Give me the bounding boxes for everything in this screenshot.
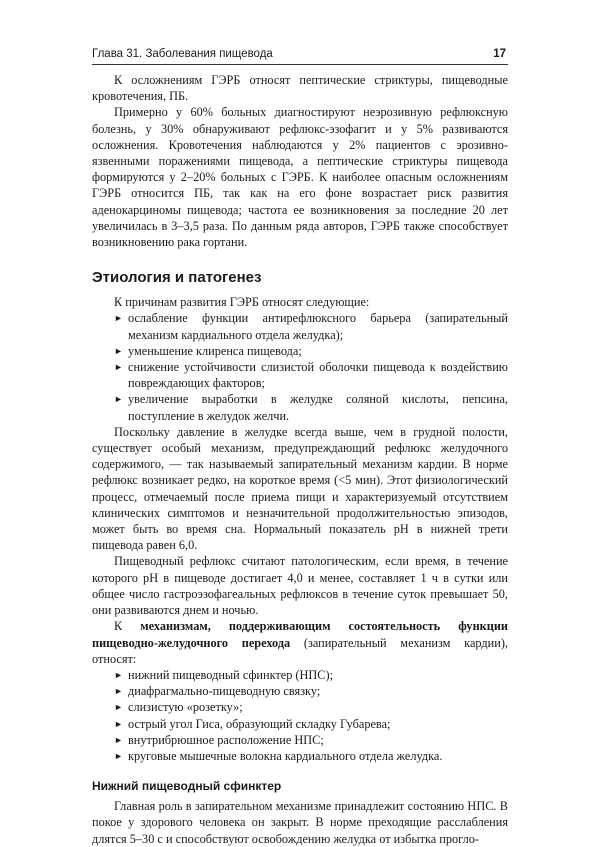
text-run: К <box>114 619 141 634</box>
bold-text-run: механизмам, поддерживающим состоятельность функции пищеводно-желудочного перехода <box>92 619 508 650</box>
list-item <box>114 359 508 391</box>
causes-list <box>92 310 508 423</box>
list-item <box>114 699 508 715</box>
paragraph: Примерно у 60% больных диагностируют неэрозивную рефлюксную болезнь, у 30% обнаруживают рефлюкс-эзофагит и у 5% развиваются осложнения. Кровотечения наблюдаются у 2% пациентов с эрозивно-язвенными поражениями пищевода, а пептические стриктуры пищевода формируются у 2–20% больных с ГЭРБ. К наиболее опасным осложнениям ГЭРБ относится ПБ, так как на его фоне возрастает риск развития аденокарциномы пищевода; частота ее возникновения за последние 20 лет увеличилась в 3–3,5 раза. По данным ряда авторов, ГЭРБ также способствует возникновению рака гортани. <box>92 105 508 250</box>
list-item <box>114 343 508 359</box>
bullet-icon: ► <box>114 718 123 729</box>
bullet-icon: ► <box>114 702 123 713</box>
bullet-icon: ► <box>114 750 123 761</box>
header-divider <box>92 64 508 65</box>
bullet-icon: ► <box>114 313 123 324</box>
list-item-text: острый угол Гиса, образующий складку Губарева; <box>128 716 391 731</box>
section-heading-etiology: Этиология и патогенез <box>92 269 262 287</box>
paragraph-mechanisms <box>92 618 508 667</box>
list-item <box>114 310 508 342</box>
paragraph: К осложнениям ГЭРБ относят пептические стриктуры, пищеводные кровотечения, ПБ. <box>92 73 508 104</box>
list-item-text: ослабление функции антирефлюксного барьера (запирательный механизм кардиального отдела желудка); <box>128 311 508 342</box>
bullet-icon: ► <box>114 345 123 356</box>
list-item <box>114 683 508 699</box>
bullet-icon: ► <box>114 362 123 373</box>
list-item-text: слизистую «розетку»; <box>128 700 243 715</box>
list-item-text: нижний пищеводный сфинктер (НПС); <box>128 667 334 682</box>
list-item <box>114 667 508 683</box>
list-item-text: уменьшение клиренса пищевода; <box>128 343 302 358</box>
list-item <box>114 748 508 764</box>
text-run: (запирательный механизм кардии), относят: <box>92 635 508 666</box>
page-number: 17 <box>493 48 506 60</box>
chapter-title: Глава 31. Заболевания пищевода <box>92 48 273 60</box>
bullet-icon: ► <box>114 394 123 405</box>
list-item-text: увеличение выработки в желудке соляной кислоты, пепсина, поступление в желудок желчи. <box>128 392 508 423</box>
list-item-text: диафрагмально-пищеводную связку; <box>128 684 321 699</box>
paragraph: Пищеводный рефлюкс считают патологическим, если время, в течение которого рН в пищеводе достигает 4,0 и менее, составляет 1 ч в сутки или общее число гастроэзофагеальных рефлюксов в течение суток превышает 50, они развиваются днем и ночью. <box>92 554 508 618</box>
list-item-text: внутрибрюшное расположение НПС; <box>128 732 324 747</box>
list-item <box>114 391 508 423</box>
bullet-icon: ► <box>114 734 123 745</box>
list-item-text: круговые мышечные волокна кардиального отдела желудка. <box>128 748 443 763</box>
subsection-heading-sphincter: Нижний пищеводный сфинктер <box>92 779 282 794</box>
running-header <box>92 45 508 63</box>
paragraph: Поскольку давление в желудке всегда выше, чем в грудной полости, существует особый механизм, предупреждающий рефлюкс желудочного содержимого, — так называемый запирательный механизм кардии. В норме рефлюкс возникает редко, на короткое время (<5 мин). Этот физиологический процесс, отмечаемый после приема пищи и характеризуемый отсутствием клинических симптомов и незначительной продолжительностью эпизодов, может быть во время сна. Нормальный показатель рН в нижней трети пищевода равен 6,0. <box>92 424 508 553</box>
list-item <box>114 716 508 732</box>
paragraph: Главная роль в запирательном механизме принадлежит состоянию НПС. В покое у здорового человека он закрыт. В норме преходящие расслабления длятся 5–30 с и способствуют освобождению желудка от избытка прогло- <box>92 799 508 846</box>
paragraph: К причинам развития ГЭРБ относят следующие: <box>114 295 370 310</box>
list-item <box>114 732 508 748</box>
list-item-text: снижение устойчивости слизистой оболочки пищевода к воздействию повреждающих факторов; <box>128 360 508 391</box>
bullet-icon: ► <box>114 686 123 697</box>
page-body <box>92 72 508 847</box>
bullet-icon: ► <box>114 669 123 680</box>
